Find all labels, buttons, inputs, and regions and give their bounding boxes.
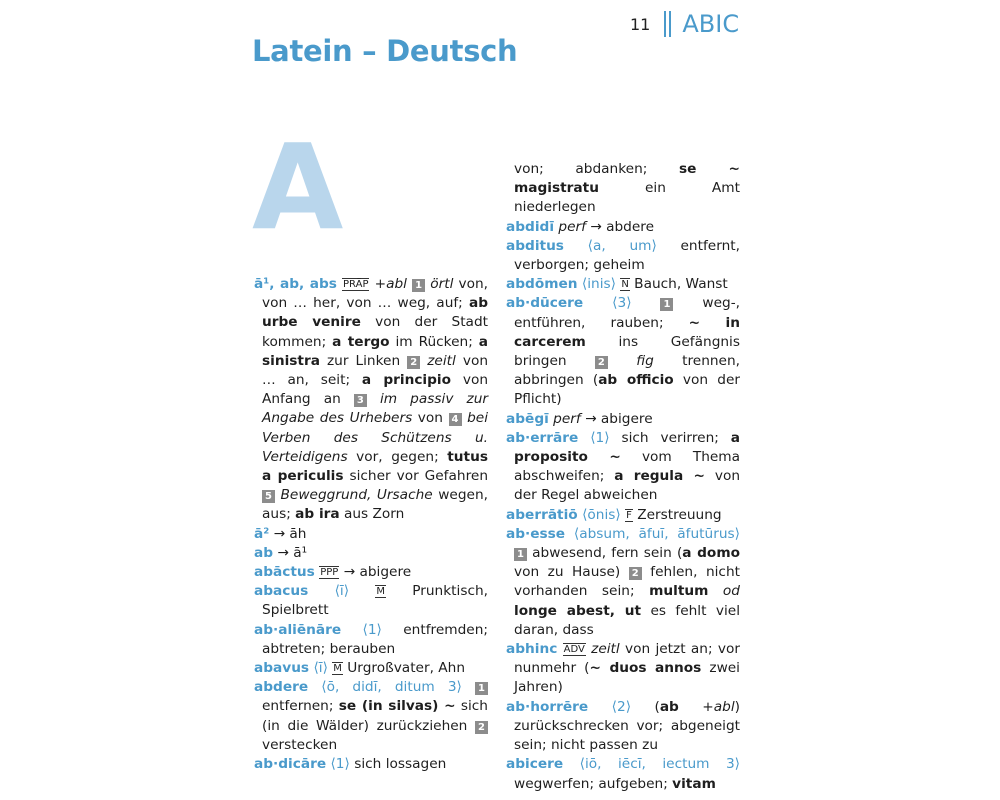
- headword: ab·dicāre: [254, 756, 327, 773]
- sense-number: 1: [660, 298, 673, 311]
- grammar-info: ⟨3⟩: [612, 295, 632, 312]
- entry-text: ins Gefängnis bringen: [514, 333, 740, 370]
- sense-number: 2: [595, 356, 608, 369]
- headword: ab·aliēnāre: [254, 621, 342, 638]
- dictionary-entry: [506, 294, 740, 409]
- entry-text: [367, 391, 380, 407]
- headword: abicere: [506, 756, 564, 773]
- entry-text: [583, 295, 612, 311]
- entry-text: → ā¹: [273, 544, 308, 561]
- dictionary-entry: [506, 429, 740, 506]
- entry-text: von der Stadt kommen;: [262, 314, 489, 350]
- entry-text: von, von … her, von … weg, auf;: [262, 276, 489, 312]
- entry-text: entfernt, verborgen; geheim: [514, 237, 740, 274]
- headword: abavus: [254, 660, 310, 677]
- grammar-tag: PPP: [320, 567, 339, 579]
- dictionary-entry: [254, 582, 488, 620]
- sense-number: 1: [514, 548, 527, 561]
- italic-label: örtl: [430, 276, 454, 292]
- entry-text: Bauch, Wanst: [629, 276, 728, 293]
- entry-text: [308, 583, 334, 599]
- dictionary-entry: [254, 563, 488, 582]
- entry-text: [578, 430, 590, 446]
- entry-text: [588, 699, 611, 715]
- sense-number: 3: [354, 394, 367, 407]
- entry-text: entfremden; abtreten; berauben: [262, 621, 488, 657]
- dictionary-entry: [506, 218, 740, 237]
- grammar-tag: M: [333, 663, 342, 675]
- dictionary-entry: [506, 506, 740, 525]
- entry-text: vom Thema abschweifen;: [514, 449, 741, 485]
- headword: abāctus: [254, 564, 315, 581]
- dictionary-entry: [254, 275, 488, 525]
- dictionary-entry: [254, 678, 488, 755]
- bold-phrase: se (in silvas) ~: [338, 698, 456, 715]
- dictionary-entry: [506, 755, 740, 793]
- entry-text: von jetzt an; vor nunmehr (: [514, 641, 740, 677]
- sense-number: 2: [407, 356, 420, 369]
- entry-text: [563, 756, 579, 772]
- entry-text: entfernen;: [262, 698, 339, 715]
- dictionary-entry: [254, 755, 488, 774]
- section-label: ABIC: [682, 10, 740, 38]
- headword: ab·horrēre: [506, 698, 589, 715]
- entry-text: von der Pflicht): [514, 372, 740, 408]
- bold-phrase: a domo: [682, 545, 740, 562]
- entry-text: (: [631, 698, 660, 715]
- italic-label: zeitl: [427, 352, 456, 369]
- section-initial-letter: A: [252, 118, 344, 256]
- sense-number: 2: [629, 567, 642, 580]
- entry-text: [564, 238, 588, 254]
- entry-text: sich (in die Wälder) zurückziehen: [262, 698, 488, 734]
- entry-text: [341, 622, 362, 638]
- entry-text: → abigere: [339, 564, 412, 581]
- headword: ā¹, ab, abs: [254, 276, 337, 292]
- entry-text: vor, gegen;: [347, 448, 448, 465]
- entry-text: fehlen, nicht vorhanden sein;: [514, 564, 740, 600]
- entry-text: → abdere: [585, 218, 655, 235]
- bold-phrase: longe abest, ut: [514, 602, 642, 619]
- entry-text: von … an, seit;: [262, 352, 488, 389]
- dictionary-entry: [506, 698, 740, 756]
- entry-text: abwesend, fern sein (: [527, 545, 683, 562]
- entry-text: sich verirren;: [609, 429, 731, 446]
- entry-text: von; abdanken;: [514, 161, 680, 177]
- dictionary-column-right: [506, 160, 740, 794]
- grammar-info: ⟨ī⟩: [313, 660, 328, 677]
- bold-phrase: vitam: [672, 775, 716, 792]
- header-divider: [664, 11, 666, 37]
- entry-text: von zu Hause): [514, 564, 629, 581]
- entry-text: [679, 699, 702, 715]
- entry-text: [708, 583, 723, 599]
- entry-text: wegen, aus;: [262, 487, 488, 523]
- entry-text: sicher vor Gefahren: [343, 468, 488, 485]
- sense-number: 4: [449, 413, 462, 426]
- grammar-info: ⟨1⟩: [362, 621, 382, 638]
- dictionary-entry: [254, 525, 488, 544]
- bold-phrase: a proposito ~: [514, 429, 740, 466]
- bold-phrase: ab officio: [598, 372, 674, 389]
- headword: abdidī: [506, 218, 555, 235]
- dictionary-entry: [506, 275, 740, 294]
- bold-phrase: a regula ~: [614, 468, 705, 485]
- italic-label: zeitl: [591, 641, 620, 658]
- entry-text: aus Zorn: [339, 506, 405, 523]
- bold-phrase: ab: [659, 698, 679, 715]
- headword: ab·dūcere: [506, 295, 584, 312]
- entry-text: [632, 295, 661, 311]
- headword: aberrātiō: [506, 506, 578, 523]
- italic-label: fig: [636, 353, 654, 370]
- grammar-tag: PRÄP: [343, 279, 369, 290]
- headword: ab·esse: [506, 525, 566, 542]
- bold-phrase: a principio: [361, 372, 452, 389]
- page-number: 11: [630, 14, 651, 34]
- italic-label: im passiv zur Angabe des Urhebers: [262, 391, 488, 427]
- dictionary-entry: [254, 621, 488, 659]
- headword: abditus: [506, 237, 564, 254]
- entry-text: sich lossagen: [349, 756, 447, 773]
- bold-phrase: ~ in carcerem: [514, 314, 740, 350]
- entry-text: weg-, entführen, rauben;: [514, 295, 741, 331]
- dictionary-column-left: [254, 275, 488, 774]
- entry-text: [349, 583, 375, 599]
- italic-label: Beweggrund, Ursache: [280, 487, 433, 504]
- headword: abhinc: [506, 641, 558, 658]
- italic-label: +abl: [702, 698, 735, 715]
- dictionary-entry: [506, 160, 740, 218]
- entry-text: wegwerfen; aufgeben;: [514, 775, 673, 792]
- bold-phrase: a tergo: [332, 333, 390, 350]
- italic-label: +abl: [374, 276, 407, 292]
- grammar-info: ⟨absum, āfuī, āfutūrus⟩: [573, 525, 740, 542]
- bold-phrase: ab urbe venire: [262, 295, 488, 331]
- italic-label: perf: [553, 410, 581, 427]
- dictionary-entry: [506, 640, 740, 698]
- headword: abēgī: [506, 410, 549, 427]
- grammar-tag: F: [626, 509, 632, 521]
- entry-text: es fehlt viel daran, dass: [514, 602, 740, 638]
- dictionary-entry: [506, 525, 740, 640]
- entry-text: im Rücken;: [389, 333, 479, 350]
- grammar-tag: N: [621, 279, 629, 291]
- grammar-info: ⟨ōnis⟩: [582, 506, 621, 523]
- grammar-info: ⟨a, um⟩: [587, 237, 657, 254]
- entry-text: → āh: [269, 525, 307, 542]
- sense-number: 1: [475, 682, 488, 695]
- headword: ab·errāre: [506, 429, 579, 446]
- grammar-info: ⟨1⟩: [330, 756, 350, 773]
- italic-label: od: [722, 583, 740, 600]
- entry-text: [608, 353, 636, 369]
- grammar-info: ⟨ō, didī, ditum 3⟩: [321, 679, 462, 696]
- bold-phrase: multum: [649, 583, 709, 600]
- dictionary-entry: [506, 237, 740, 275]
- headword: ā²: [254, 525, 270, 542]
- sense-number: 5: [262, 490, 275, 503]
- sense-number: 1: [412, 279, 425, 292]
- entry-text: von Anfang an: [262, 372, 488, 408]
- entry-text: [308, 679, 321, 695]
- grammar-tag: ADV: [563, 644, 585, 656]
- grammar-info: ⟨ī⟩: [334, 583, 350, 600]
- dictionary-entry: [506, 410, 740, 429]
- grammar-tag: M: [376, 586, 385, 598]
- entry-text: [462, 679, 475, 695]
- bold-phrase: ab ira: [295, 506, 340, 523]
- sense-number: 2: [475, 721, 488, 734]
- entry-text: ein Amt niederlegen: [514, 180, 740, 216]
- header-divider: [669, 11, 671, 37]
- entry-text: → abigere: [580, 410, 653, 427]
- bold-phrase: ~ duos annos: [589, 660, 702, 677]
- headword: abdere: [254, 679, 309, 696]
- italic-label: perf: [558, 218, 586, 235]
- entry-text: Urgroßvater, Ahn: [342, 660, 466, 677]
- dictionary-entry: [254, 659, 488, 678]
- grammar-info: ⟨2⟩: [611, 698, 632, 715]
- entry-text: ) zurückschrecken vor; abgeneigt sein; nicht passen zu: [514, 698, 740, 754]
- bold-phrase: tutus a periculis: [262, 448, 488, 485]
- entry-text: von der Regel abweichen: [514, 468, 740, 504]
- entry-text: Zerstreuung: [632, 506, 722, 523]
- running-header: [630, 8, 739, 40]
- headword: abdōmen: [506, 276, 578, 293]
- entry-text: zwei Jahren): [514, 660, 740, 696]
- italic-label: bei Verben des Schützens u. Verteidigens: [262, 410, 489, 465]
- grammar-info: ⟨inis⟩: [581, 276, 616, 293]
- bold-phrase: a sinistra: [262, 333, 489, 369]
- dictionary-entry: [254, 544, 488, 563]
- bold-phrase: se ~ magistratu: [514, 161, 740, 197]
- headword: ab: [254, 544, 274, 561]
- entry-text: trennen, abbringen (: [514, 353, 740, 389]
- grammar-info: ⟨iō, iēcī, iectum 3⟩: [579, 756, 741, 773]
- grammar-info: ⟨1⟩: [590, 429, 610, 446]
- entry-text: [565, 526, 574, 542]
- entry-text: von: [412, 410, 449, 427]
- page-title: Latein – Deutsch: [252, 34, 518, 68]
- entry-text: zur Linken: [319, 352, 408, 369]
- entry-text: verstecken: [262, 736, 338, 753]
- entry-text: Prunktisch, Spielbrett: [262, 583, 489, 619]
- headword: abacus: [254, 583, 309, 600]
